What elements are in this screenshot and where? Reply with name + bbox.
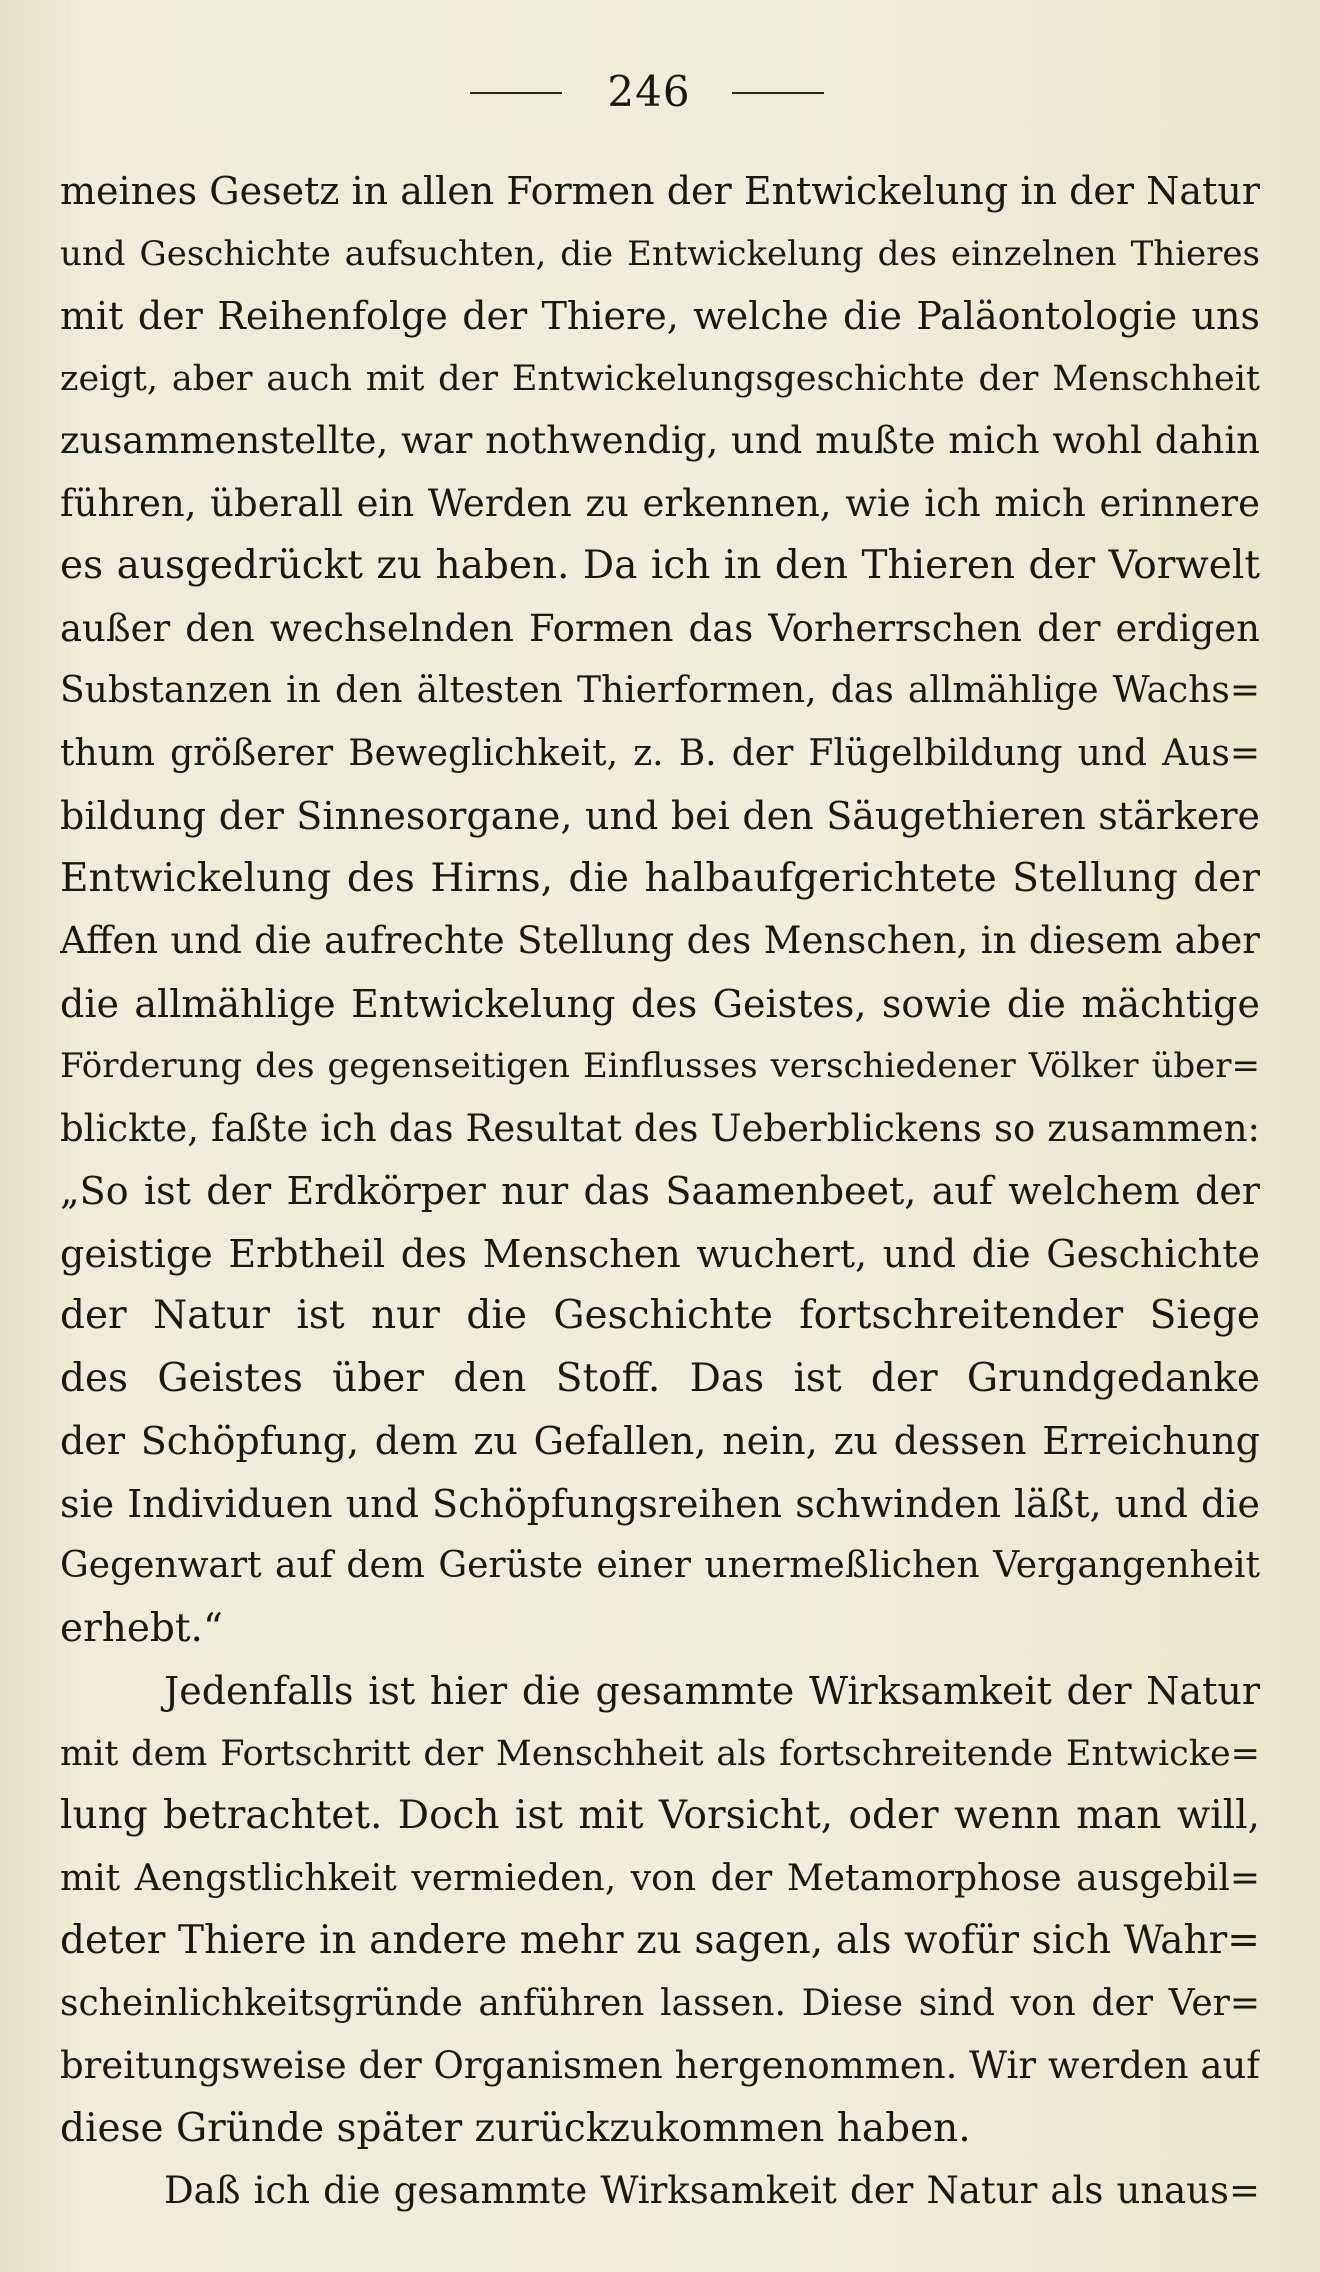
text-line: Daß ich die gesammte Wirksamkeit der Natur als unaus= — [164, 2169, 1260, 2212]
text-line: führen, überall ein Werden zu erkennen, wie ich mich erinnere — [60, 481, 1260, 525]
text-line: deter Thiere in andere mehr zu sagen, als wofür sich Wahr= — [60, 1918, 1260, 1963]
text-line: Entwickelung des Hirns, die halbaufgerichtete Stellung der — [60, 855, 1260, 901]
text-line: Gegenwart auf dem Gerüste einer unermeßlichen Vergangenheit — [60, 1545, 1260, 1586]
text-line: zusammenstellte, war nothwendig, und mußte mich wohl dahin — [60, 419, 1260, 462]
text-line: Förderung des gegenseitigen Einflusses verschiedener Völker über= — [60, 1046, 1260, 1086]
body-text — [60, 160, 1260, 2223]
text-line: sie Individuen und Schöpfungsreihen schwinden läßt, und die — [60, 1481, 1260, 1526]
text-line: des Geistes über den Stoff. Das ist der Grundgedanke — [60, 1355, 1260, 1401]
text-line: meines Gesetz in allen Formen der Entwickelung in der Natur — [60, 169, 1260, 213]
page-header — [0, 62, 1320, 122]
text-line: und Geschichte aufsuchten, die Entwickelung des einzelnen Thieres — [60, 233, 1260, 274]
text-line: Affen und die aufrechte Stellung des Menschen, in diesem aber — [60, 919, 1260, 962]
text-line: thum größerer Beweglichkeit, z. B. der Flügelbildung und Aus= — [60, 732, 1260, 774]
text-line: Substanzen in den ältesten Thierformen, das allmählige Wachs= — [60, 670, 1260, 711]
text-line: breitungsweise der Organismen hergenommen. Wir werden auf — [60, 2044, 1260, 2087]
text-line: die allmählige Entwickelung des Geistes, sowie die mächtige — [60, 981, 1260, 1026]
text-line: lung betrachtet. Doch ist mit Vorsicht, oder wenn man will, — [60, 1793, 1260, 1838]
text-line: blickte, faßte ich das Resultat des Ueberblickens so zusammen: — [60, 1106, 1260, 1150]
page-number: 246 — [607, 67, 691, 116]
text-line: mit dem Fortschritt der Menschheit als fortschreitende Entwicke= — [60, 1733, 1260, 1774]
text-line: „So ist der Erdkörper nur das Saamenbeet, auf welchem der — [60, 1169, 1260, 1213]
text-line: erhebt.“ — [60, 1605, 223, 1651]
text-line: mit der Reihenfolge der Thiere, welche die Paläontologie uns — [60, 294, 1260, 338]
text-line: Jedenfalls ist hier die gesammte Wirksamkeit der Natur — [164, 1669, 1260, 1713]
text-line: zeigt, aber auch mit der Entwickelungsgeschichte der Menschheit — [60, 358, 1260, 399]
text-line: diese Gründe später zurückzukommen haben. — [60, 2105, 971, 2151]
text-line: scheinlichkeitsgründe anführen lassen. Diese sind von der Ver= — [60, 1982, 1260, 2024]
text-line: der Natur ist nur die Geschichte fortschreitender Siege — [60, 1293, 1260, 1338]
text-line: es ausgedrückt zu haben. Da ich in den Thieren der Vorwelt — [60, 543, 1260, 588]
header-rule-left — [470, 92, 562, 94]
text-line: mit Aengstlichkeit vermieden, von der Metamorphose ausgebil= — [60, 1857, 1260, 1899]
text-line: der Schöpfung, dem zu Gefallen, nein, zu dessen Erreichung — [60, 1419, 1260, 1463]
text-line: bildung der Sinnesorgane, und bei den Säugethieren stärkere — [60, 794, 1260, 838]
header-rule-right — [732, 92, 824, 94]
text-line: außer den wechselnden Formen das Vorherrschen der erdigen — [60, 606, 1260, 650]
text-line: geistige Erbtheil des Menschen wuchert, und die Geschichte — [60, 1231, 1260, 1276]
